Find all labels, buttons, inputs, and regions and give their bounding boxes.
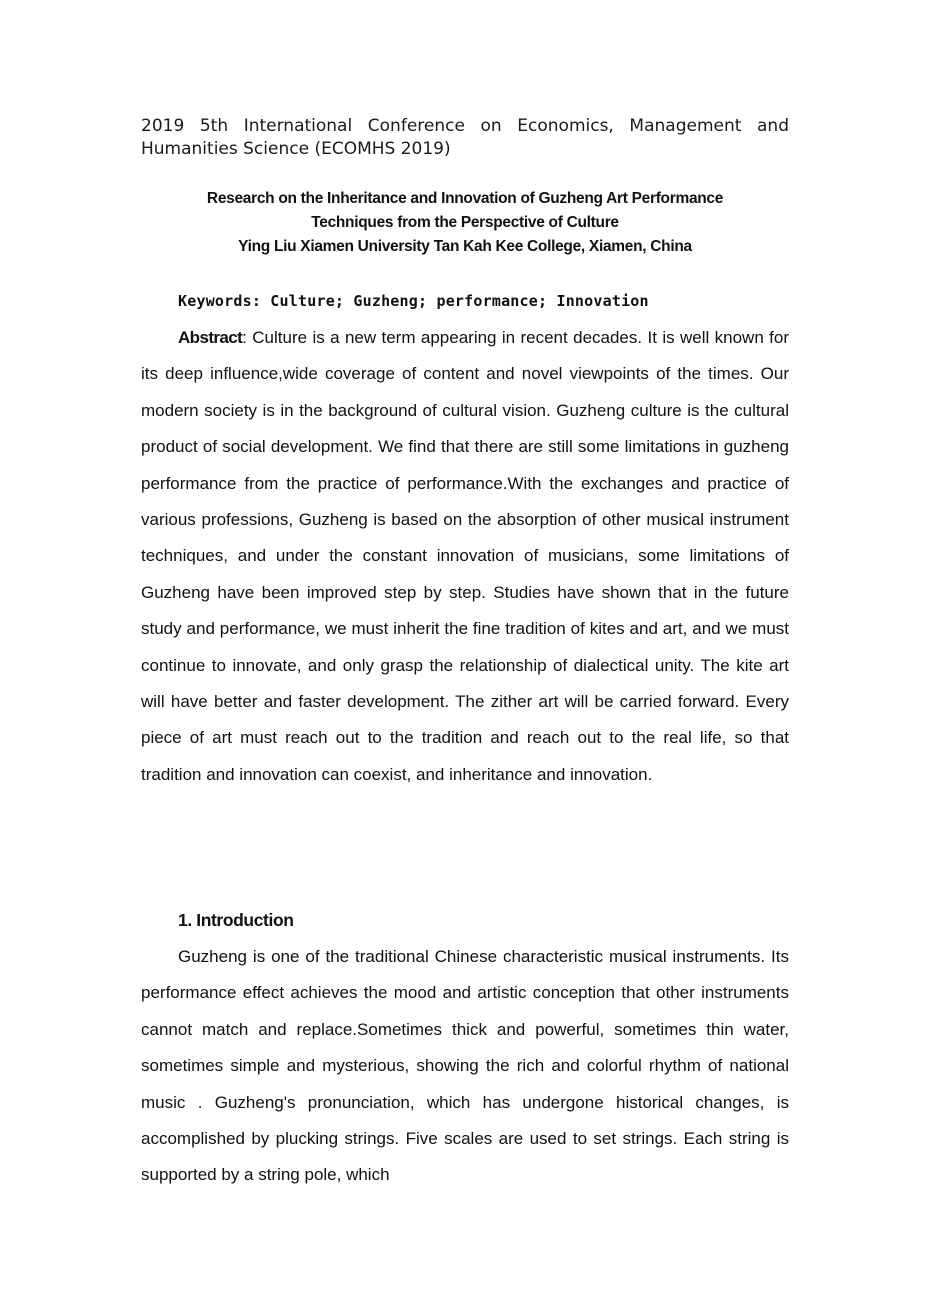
author-affiliation: Ying Liu Xiamen University Tan Kah Kee College, Xiamen, China: [238, 238, 692, 255]
abstract-text: : Culture is a new term appearing in recent decades. It is well known for its deep influence,wide coverage of content and novel viewpoints of the times. Our modern society is in the background of cultural vision. Guzheng culture is the cultural product of social development. We find that there are still some limitations in guzheng performance from the practice of performance.With the exchanges and practice of various professions, Guzheng is based on the absorption of other musical instrument techniques, and under the constant innovation of musicians, some limitations of Guzheng have been improved step by step. Studies have shown that in the future study and performance, we must inherit the fine tradition of kites and art, and we must continue to innovate, and only grasp the relationship of dialectical unity. The kite art will have better and faster development. The zither art will be carried forward. Every piece of art must reach out to the tradition and reach out to the real life, so that tradition and innovation can coexist, and inheritance and innovation.: [141, 328, 789, 784]
abstract-label: Abstract: [178, 328, 243, 347]
conference-header: 2019 5th International Conference on Economics, Management and Humanities Science (ECOMHS 2019): [141, 116, 789, 159]
paper-title-line-2: Techniques from the Perspective of Culture: [311, 214, 619, 231]
introduction-paragraph: [141, 939, 789, 1194]
introduction-text: Guzheng is one of the traditional Chinese characteristic musical instruments. Its performance effect achieves the mood and artistic conception that other instruments cannot match and replace.Sometimes thick and powerful, sometimes thin water, sometimes simple and mysterious, showing the rich and colorful rhythm of national music . Guzheng's pronunciation, which has undergone historical changes, is accomplished by plucking strings. Five scales are used to set strings. Each string is supported by a string pole, which: [141, 947, 789, 1185]
keywords-line: Keywords: Culture; Guzheng; performance; Innovation: [178, 292, 649, 310]
abstract-paragraph: [141, 320, 789, 793]
paper-title-block: [141, 187, 789, 259]
paper-title-line-1: Research on the Inheritance and Innovation of Guzheng Art Performance: [206, 190, 724, 207]
section-heading-introduction: 1. Introduction: [178, 910, 294, 930]
